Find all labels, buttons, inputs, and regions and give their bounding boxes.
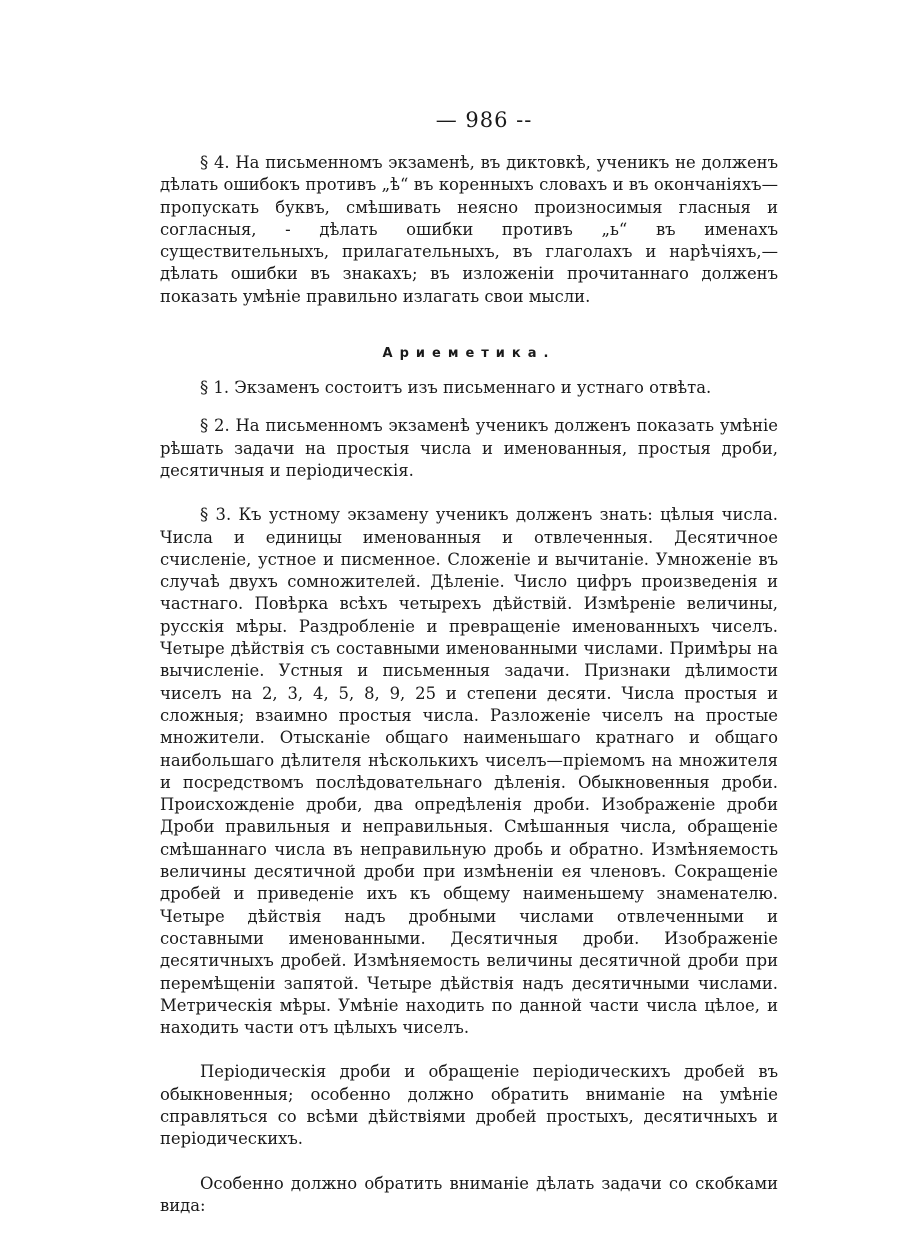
page-number: — 986 -- [435, 108, 533, 132]
paragraph-brackets: Особенно должно обратить вниманіе дѣлать задачи со скобками вида: [160, 1173, 778, 1215]
paragraph-arithmetic-1: § 1. Экзаменъ состоитъ изъ письменнаго и устнаго отвѣта. [200, 378, 712, 398]
document-page [160, 108, 778, 1217]
paragraph-section-4: § 4. На письменномъ экзаменѣ, въ диктовкѣ, ученикъ не долженъ дѣлать ошибокъ противъ „ѣ“ въ коренныхъ словахъ и въ окончаніяхъ—пропускать буквъ, смѣшивать неясно произносимыя гласныя и согласныя, - дѣлать ошибки противъ „ь“ въ именахъ существительныхъ, прилагательныхъ, въ глаголахъ и нарѣчіяхъ,—дѣлать ошибки въ знакахъ; въ изложеніи прочитаннаго долженъ показать умѣніе правильно излагать свои мысли. [160, 153, 778, 306]
section-heading-arithmetic: Ариеметика. [382, 346, 556, 362]
paragraph-arithmetic-2: § 2. На письменномъ экзаменѣ ученикъ долженъ показать умѣніе рѣшать задачи на простыя числа и именованныя, простыя дроби, десятичныя и періодическія. [160, 416, 778, 480]
paragraph-arithmetic-3: § 3. Къ устному экзамену ученикъ долженъ знать: цѣлыя числа. Числа и единицы именованныя и отвлеченныя. Десятичное счисленіе, устное и писменное. Сложеніе и вычитаніе. Умноженіе въ случаѣ двухъ сомножителей. Дѣленіе. Число цифръ произведенія и частнаго. Повѣрка всѣхъ четырехъ дѣйствій. Измѣреніе величины, русскія мѣры. Раздробленіе и превращеніе именованныхъ чиселъ. Четыре дѣйствія съ составными именованными числами. Примѣры на вычисленіе. Устныя и письменныя задачи. Признаки дѣлимости чиселъ на 2, 3, 4, 5, 8, 9, 25 и степени десяти. Числа простыя и сложныя; взаимно простыя числа. Разложеніе чиселъ на простые множители. Отысканіе общаго наименьшаго кратнаго и общаго наибольшаго дѣлителя нѣсколькихъ чиселъ—пріемомъ на множителя и посредствомъ послѣдовательнаго дѣленія. Обыкновенныя дроби. Происхожденіе дроби, два опредѣленія дроби. Изображеніе дроби Дроби правильныя и неправильныя. Смѣшанныя числа, обращеніе смѣшаннаго числа въ неправильную дробь и обратно. Измѣняемость величины десятичной дроби при измѣненіи ея членовъ. Сокращеніе дробей и приведеніе ихъ къ общему наименьшему знаменателю. Четыре дѣйствія надъ дробными числами отвлеченными и составными именованными. Десятичныя дроби. Изображеніе десятичныхъ дробей. Измѣняемость величины десятичной дроби при перемѣщеніи запятой. Четыре дѣйствія надъ десятичными числами. Метрическія мѣры. Умѣніе находить по данной части числа цѣлое, и находить части отъ цѣлыхъ чиселъ. [160, 505, 778, 1038]
paragraph-periodic-fractions: Періодическія дроби и обращеніе періодическихъ дробей въ обыкновенныя; особенно должно обратить вниманіе на умѣніе справляться со всѣми дѣйствіями дробей простыхъ, десятичныхъ и періодическихъ. [160, 1062, 778, 1149]
